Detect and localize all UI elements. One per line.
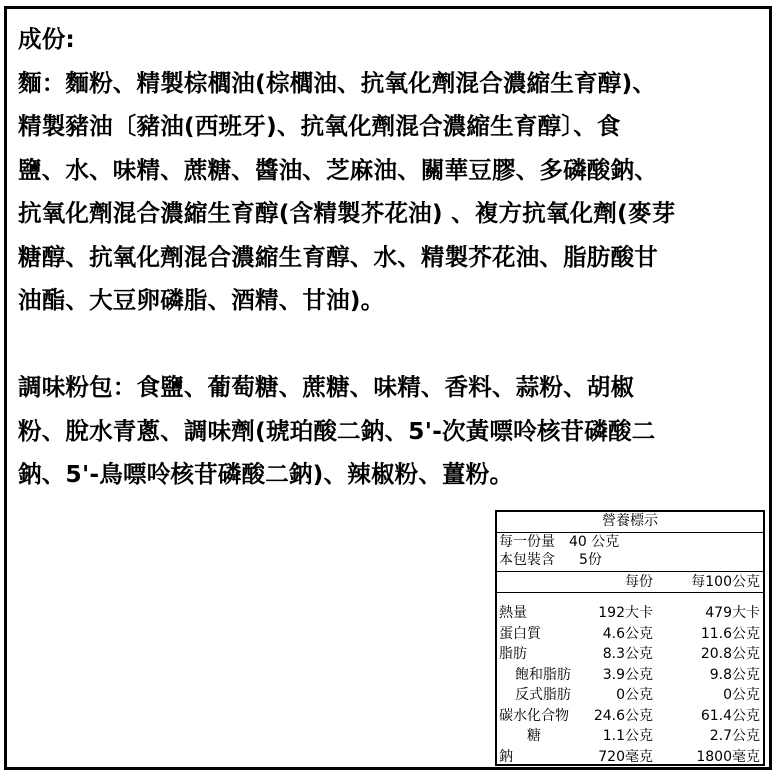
nutrition-row-carbohydrate — [497, 706, 763, 727]
servings-per-package-row — [497, 551, 763, 569]
nutrient-per-serving: 720毫克 — [598, 748, 653, 765]
seasoning-line: 鈉、5'-鳥嘌呤核苷磷酸二鈉)、辣椒粉、薑粉。 — [18, 460, 514, 488]
nutrition-title: 營養標示 — [497, 512, 763, 533]
nutrient-label: 蛋白質 — [499, 625, 541, 642]
seasoning-line: 粉、脫水青蔥、調味劑(琥珀酸二鈉、5'-次黃嘌呤核苷磷酸二 — [18, 416, 656, 445]
nutrition-row-sugar — [497, 726, 763, 747]
nutrient-per-100g: 0公克 — [723, 687, 760, 703]
nutrient-per-100g: 9.8公克 — [709, 666, 760, 683]
nutrition-rows — [497, 593, 763, 767]
nutrient-label: 脂肪 — [499, 646, 527, 662]
ingredients-heading: 成份: — [18, 25, 75, 53]
column-header-row — [497, 571, 763, 593]
nutrient-per-100g: 1800毫克 — [696, 748, 760, 765]
nutrient-per-serving: 8.3公克 — [602, 646, 653, 662]
ingredients-line: 鹽、水、味精、蔗糖、醬油、芝麻油、關華豆膠、多磷酸鈉、 — [18, 155, 658, 184]
nutrition-facts-table — [495, 510, 765, 766]
ingredients-line: 油酯、大豆卵磷脂、酒精、甘油)。 — [18, 286, 385, 314]
nutrient-per-100g: 61.4公克 — [700, 707, 760, 724]
nutrient-per-100g: 479大卡 — [705, 605, 760, 621]
nutrient-per-serving: 4.6公克 — [602, 625, 653, 642]
nutrient-label: 熱量 — [499, 605, 527, 621]
ingredients-line: 抗氧化劑混合濃縮生育醇(含精製芥花油) 、複方抗氧化劑(麥芽 — [18, 199, 676, 227]
servings-label: 本包裝含 — [499, 552, 555, 568]
nutrition-row-trans-fat — [497, 685, 763, 706]
nutrition-row-fat — [497, 644, 763, 665]
nutrient-per-serving: 1.1公克 — [602, 728, 653, 744]
nutrient-per-serving: 192大卡 — [598, 605, 653, 621]
nutrition-row-saturated-fat — [497, 665, 763, 686]
nutrition-row-protein — [497, 624, 763, 645]
nutrition-row-sodium — [497, 747, 763, 768]
servings-value: 5份 — [579, 552, 602, 568]
nutrient-per-serving: 24.6公克 — [593, 707, 653, 724]
seasoning-line: 調味粉包：食鹽、葡萄糖、蔗糖、味精、香料、蒜粉、胡椒 — [18, 373, 635, 401]
serving-size-value: 40 公克 — [569, 534, 620, 550]
nutrient-label: 飽和脂肪 — [515, 666, 571, 683]
ingredients-line: 糖醇、抗氧化劑混合濃縮生育醇、水、精製芥花油、脂肪酸甘 — [18, 242, 658, 271]
ingredients-line: 麵：麵粉、精製棕櫚油(棕櫚油、抗氧化劑混合濃縮生育醇)、 — [18, 68, 657, 97]
ingredients-line: 精製豬油〔豬油(西班牙)、抗氧化劑混合濃縮生育醇〕、食 — [18, 112, 621, 140]
nutrient-label: 鈉 — [499, 748, 513, 765]
nutrient-label: 糖 — [527, 728, 541, 744]
serving-size-label: 每一份量 — [499, 534, 555, 550]
nutrient-label: 碳水化合物 — [499, 707, 569, 724]
nutrient-per-serving: 0公克 — [616, 687, 653, 703]
ingredients-spacer — [18, 323, 758, 367]
ingredients-text — [18, 18, 758, 497]
nutrient-label: 反式脂肪 — [515, 687, 571, 703]
nutrition-row-energy — [497, 603, 763, 624]
col-per-100g: 每100公克 — [691, 574, 760, 590]
serving-size-row — [497, 533, 763, 551]
nutrient-per-100g: 20.8公克 — [700, 646, 760, 662]
nutrient-per-serving: 3.9公克 — [602, 666, 653, 683]
nutrient-per-100g: 11.6公克 — [700, 625, 760, 642]
col-per-serving: 每份 — [625, 574, 653, 590]
nutrient-per-100g: 2.7公克 — [709, 728, 760, 744]
